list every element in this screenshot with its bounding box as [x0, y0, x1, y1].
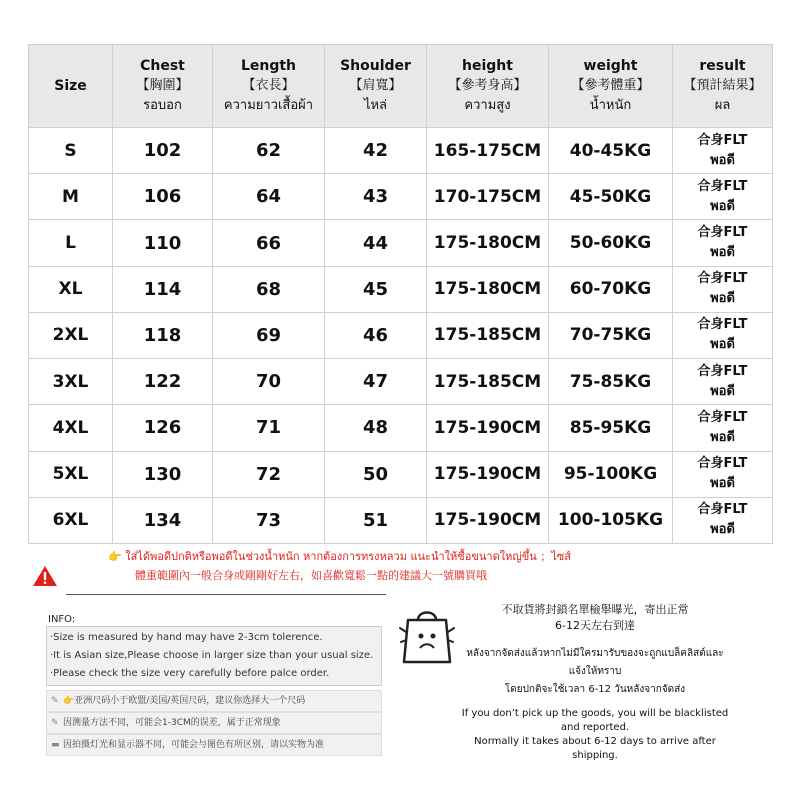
cell-chest: 126 [113, 405, 213, 451]
shipping-notice-th-2: แจ้งให้ทราบ [568, 666, 622, 677]
header-weight-th: น้ำหนัก [589, 98, 632, 113]
cell-result [673, 128, 773, 174]
cell-chest: 134 [113, 497, 213, 543]
cell-result-th: พอดี [710, 337, 735, 353]
table-row [29, 497, 773, 543]
cell-weight: 100-105KG [549, 497, 673, 543]
cell-height: 175-180CM [427, 220, 549, 266]
header-height [427, 45, 549, 128]
info-divider [66, 594, 386, 595]
cell-result-th: พอดี [710, 476, 735, 492]
header-result-th: ผล [714, 98, 731, 113]
cell-height: 170-175CM [427, 174, 549, 220]
cell-shoulder: 51 [325, 497, 427, 543]
header-height-th: ความสูง [464, 98, 511, 113]
header-chest-cn: 【胸圍】 [136, 78, 189, 93]
header-shoulder-en: Shoulder [340, 58, 411, 74]
cell-result-cn: 合身FLT [697, 502, 748, 518]
cell-shoulder: 47 [325, 359, 427, 405]
cell-weight: 75-85KG [549, 359, 673, 405]
cell-size: S [29, 128, 113, 174]
table-row [29, 174, 773, 220]
info-cn-line [46, 712, 382, 734]
cell-result-cn: 合身FLT [697, 409, 748, 425]
cell-length: 68 [213, 266, 325, 312]
cell-size: 2XL [29, 312, 113, 358]
cell-result [673, 174, 773, 220]
table-row [29, 405, 773, 451]
shipping-notice-cn-2: 6-12天左右到達 [555, 619, 635, 632]
cell-length: 72 [213, 451, 325, 497]
cell-length: 70 [213, 359, 325, 405]
cell-chest: 102 [113, 128, 213, 174]
cell-result-th: พอดี [710, 152, 735, 168]
cell-size: 6XL [29, 497, 113, 543]
table-row [29, 312, 773, 358]
header-height-cn: 【參考身高】 [448, 78, 527, 93]
cell-result [673, 405, 773, 451]
cell-weight: 50-60KG [549, 220, 673, 266]
info-line: ·It is Asian size,Please choose in larger size than your usual size. [50, 650, 374, 661]
cell-shoulder: 42 [325, 128, 427, 174]
fit-note-thai-text: ใส่ได้พอดีปกติหรือพอดีในช่วงน้ำหนัก หากต้องการทรงหลวม แนะนำให้ซื้อขนาดใหญ่ขึ้น ；ไซส์ [125, 550, 571, 563]
cell-length: 73 [213, 497, 325, 543]
cell-result-cn: 合身FLT [697, 132, 748, 148]
header-shoulder-th: ไหล่ [363, 98, 388, 113]
table-row [29, 451, 773, 497]
info-cn-text: 因拍摄灯光和显示器不同，可能会与图色有所区别，请以实物为准 [63, 740, 325, 750]
shipping-notice-th-1: หลังจากจัดส่งแล้วหากไม่มีใครมารับของจะถูกแบล็คลิสต์และ [466, 648, 724, 659]
cell-result [673, 266, 773, 312]
info-cn-line [46, 734, 382, 756]
header-shoulder [325, 45, 427, 128]
cell-result-cn: 合身FLT [697, 271, 748, 287]
shipping-notice-en-1: If you don’t pick up the goods, you will be blacklisted [461, 708, 729, 719]
info-title: INFO: [48, 614, 76, 625]
cell-length: 62 [213, 128, 325, 174]
cell-size: M [29, 174, 113, 220]
cell-weight: 95-100KG [549, 451, 673, 497]
cell-height: 175-190CM [427, 497, 549, 543]
cell-length: 69 [213, 312, 325, 358]
cell-size: XL [29, 266, 113, 312]
shipping-notice-en-2: and reported. [560, 722, 630, 733]
pointing-hand-icon: 👉 [108, 550, 122, 563]
cell-weight: 85-95KG [549, 405, 673, 451]
cell-result-th: พอดี [710, 429, 735, 445]
cell-chest: 122 [113, 359, 213, 405]
cell-result-cn: 合身FLT [697, 225, 748, 241]
cell-result-cn: 合身FLT [697, 178, 748, 194]
table-row [29, 266, 773, 312]
cell-result [673, 312, 773, 358]
info-cn-line [46, 690, 382, 712]
cell-shoulder: 50 [325, 451, 427, 497]
info-box [46, 626, 382, 686]
cell-chest: 114 [113, 266, 213, 312]
header-weight-en: weight [583, 58, 638, 74]
cell-result [673, 497, 773, 543]
pencil-icon: ✎ [51, 718, 59, 728]
header-result-cn: 【預計結果】 [683, 78, 762, 93]
cell-weight: 60-70KG [549, 266, 673, 312]
info-cn-text: 因测量方法不同，可能会1-3CM的误差，属于正常现象 [63, 718, 281, 728]
table-header-row [29, 45, 773, 128]
cell-weight: 45-50KG [549, 174, 673, 220]
header-chest-en: Chest [140, 58, 185, 74]
cell-shoulder: 45 [325, 266, 427, 312]
cell-height: 175-190CM [427, 405, 549, 451]
cell-height: 165-175CM [427, 128, 549, 174]
cell-shoulder: 46 [325, 312, 427, 358]
header-result-en: result [699, 58, 746, 74]
cell-weight: 70-75KG [549, 312, 673, 358]
cell-result [673, 451, 773, 497]
pencil-icon: ✎ [51, 696, 59, 706]
header-weight [549, 45, 673, 128]
header-weight-cn: 【參考體重】 [571, 78, 650, 93]
cell-result [673, 220, 773, 266]
cell-height: 175-185CM [427, 312, 549, 358]
cell-result-cn: 合身FLT [697, 363, 748, 379]
cell-length: 64 [213, 174, 325, 220]
cell-chest: 106 [113, 174, 213, 220]
header-size-en: Size [54, 78, 87, 94]
cell-size: 4XL [29, 405, 113, 451]
table-body [29, 128, 773, 544]
shipping-notice-en-4: shipping. [572, 750, 618, 761]
header-result [673, 45, 773, 128]
cell-shoulder: 44 [325, 220, 427, 266]
size-chart-table [28, 44, 773, 544]
shipping-notice-cn: 不取貨將封鎖名單檢舉曝光，寄出正常 [501, 603, 689, 616]
cell-shoulder: 43 [325, 174, 427, 220]
cell-length: 71 [213, 405, 325, 451]
cell-size: 3XL [29, 359, 113, 405]
info-line: ·Please check the size very carefully before palce order. [50, 668, 330, 679]
package-bag-icon [398, 606, 456, 666]
shipping-notice-th-3: โดยปกติจะใช้เวลา 6-12 วันหลังจากจัดส่ง [504, 684, 686, 695]
header-size [29, 45, 113, 128]
cell-chest: 110 [113, 220, 213, 266]
monitor-icon: ▬ [51, 740, 60, 750]
header-height-en: height [462, 58, 513, 74]
header-length-cn: 【衣長】 [242, 78, 295, 93]
cell-result [673, 359, 773, 405]
warning-icon [32, 565, 58, 587]
info-cn-text: 👉亚洲尺码小于欧盟/美国/英国尺码，建议你选择大一个尺码 [63, 696, 306, 706]
cell-result-th: พอดี [710, 198, 735, 214]
header-length-th: ความยาวเสื้อผ้า [223, 98, 314, 113]
header-length [213, 45, 325, 128]
cell-result-th: พอดี [710, 245, 735, 261]
table-row [29, 220, 773, 266]
info-line: ·Size is measured by hand may have 2-3cm tolerence. [50, 632, 323, 643]
cell-weight: 40-45KG [549, 128, 673, 174]
header-length-en: Length [240, 58, 297, 74]
fit-note-chinese: 體重範圍內一般合身或剛剛好左右，如喜歡寬鬆一點的建議大一號購買哦 [135, 569, 487, 582]
header-chest-th: รอบอก [143, 98, 182, 113]
cell-length: 66 [213, 220, 325, 266]
cell-chest: 130 [113, 451, 213, 497]
cell-result-th: พอดี [710, 383, 735, 399]
cell-result-cn: 合身FLT [697, 456, 748, 472]
cell-result-cn: 合身FLT [697, 317, 748, 333]
cell-size: L [29, 220, 113, 266]
header-chest [113, 45, 213, 128]
cell-size: 5XL [29, 451, 113, 497]
cell-height: 175-180CM [427, 266, 549, 312]
cell-height: 175-185CM [427, 359, 549, 405]
table-row [29, 128, 773, 174]
cell-height: 175-190CM [427, 451, 549, 497]
shipping-notice-en-3: Normally it takes about 6-12 days to arrive after [474, 736, 716, 747]
cell-shoulder: 48 [325, 405, 427, 451]
table-row [29, 359, 773, 405]
cell-chest: 118 [113, 312, 213, 358]
cell-result-th: พอดี [710, 522, 735, 538]
header-shoulder-cn: 【肩寬】 [349, 78, 402, 93]
cell-result-th: พอดี [710, 291, 735, 307]
fit-note-thai [108, 547, 571, 565]
